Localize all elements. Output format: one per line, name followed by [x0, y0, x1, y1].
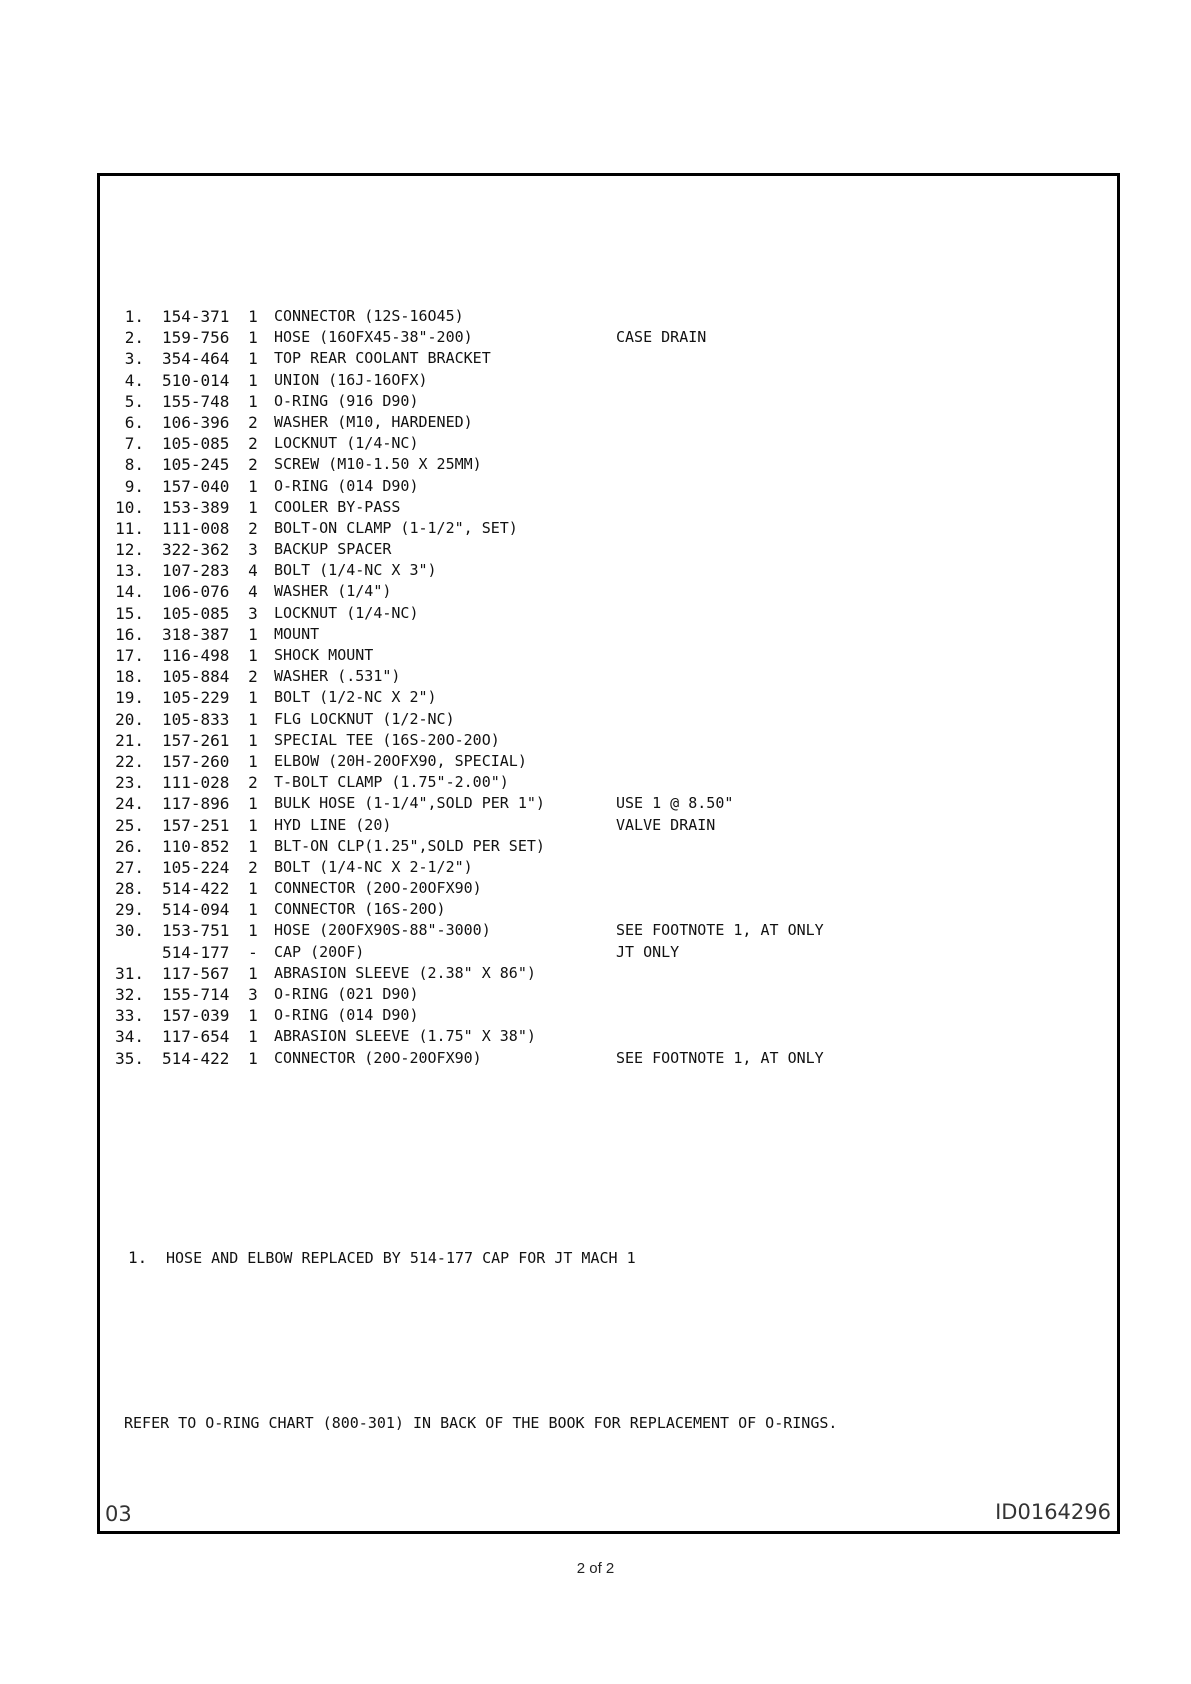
parts-row [108, 454, 868, 475]
item-number: 14. [115, 582, 144, 602]
parts-row [108, 433, 868, 454]
quantity: 1 [248, 1048, 258, 1068]
part-number: 159-756 [162, 328, 230, 348]
parts-row [108, 476, 868, 497]
part-number: 514-422 [162, 1048, 230, 1068]
quantity: 1 [248, 624, 258, 644]
item-number: 10. [115, 497, 144, 517]
part-number: 107-283 [162, 561, 230, 581]
description: COOLER BY-PASS [274, 497, 401, 516]
quantity: 3 [248, 603, 258, 623]
quantity: 1 [248, 307, 258, 326]
remark: USE 1 @ 8.50" [616, 794, 734, 813]
quantity: 1 [248, 963, 258, 983]
item-number: 29. [115, 900, 144, 920]
part-number: 105-229 [162, 688, 230, 708]
parts-row [108, 751, 868, 772]
part-number: 117-567 [162, 963, 230, 983]
parts-row [108, 963, 868, 984]
item-number: 5. [124, 391, 144, 411]
description: CONNECTOR (20O-20OFX90) [274, 1048, 482, 1067]
description: CONNECTOR (12S-16O45) [274, 307, 464, 325]
part-number: 117-654 [162, 1027, 230, 1047]
description: SCREW (M10-1.50 X 25MM) [274, 455, 482, 474]
quantity: 1 [248, 497, 258, 517]
item-number: 15. [115, 603, 144, 623]
quantity: 2 [248, 518, 258, 538]
item-number: 19. [115, 688, 144, 708]
part-number: 514-422 [162, 879, 230, 899]
part-number: 110-852 [162, 836, 230, 856]
description: CONNECTOR (20O-20OFX90) [274, 879, 482, 898]
parts-row [108, 942, 868, 963]
description: UNION (16J-16OFX) [274, 370, 428, 389]
description: BACKUP SPACER [274, 540, 392, 559]
part-number: 105-085 [162, 434, 230, 454]
item-number: 3. [124, 349, 144, 369]
part-number: 111-008 [162, 518, 230, 538]
description: TOP REAR COOLANT BRACKET [274, 349, 491, 368]
parts-row [108, 899, 868, 920]
part-number: 157-261 [162, 730, 230, 750]
parts-row [108, 920, 868, 941]
parts-row [108, 645, 868, 666]
part-number: 105-884 [162, 667, 230, 687]
parts-row [108, 772, 868, 793]
quantity: 1 [248, 391, 258, 411]
description: ABRASION SLEEVE (2.38" X 86") [274, 963, 536, 982]
quantity: 1 [248, 328, 258, 348]
part-number: 510-014 [162, 370, 230, 390]
parts-row [108, 624, 868, 645]
quantity: 1 [248, 730, 258, 750]
parts-row [108, 539, 868, 560]
part-number: 155-748 [162, 391, 230, 411]
item-number: 17. [115, 646, 144, 665]
parts-row [108, 730, 868, 751]
parts-row [108, 857, 868, 878]
description: MOUNT [274, 624, 320, 643]
parts-row [108, 518, 868, 539]
parts-row [108, 560, 868, 581]
remark: SEE FOOTNOTE 1, AT ONLY [616, 921, 824, 940]
quantity: 4 [248, 561, 258, 581]
description: SHOCK MOUNT [274, 646, 374, 664]
o-ring-reference-note: REFER TO O-RING CHART (800-301) IN BACK OF THE BOOK FOR REPLACEMENT OF O-RINGS. [124, 1414, 838, 1432]
parts-list [108, 306, 868, 1069]
item-number: 28. [115, 879, 144, 899]
quantity: 1 [248, 900, 258, 920]
item-number: 25. [115, 815, 144, 835]
part-number: 354-464 [162, 349, 230, 369]
parts-row [108, 1026, 868, 1047]
parts-row [108, 815, 868, 836]
part-number: 105-085 [162, 603, 230, 623]
part-number: 157-260 [162, 751, 230, 771]
description: O-RING (014 D90) [274, 476, 419, 495]
item-number: 31. [115, 963, 144, 983]
quantity: 1 [248, 1027, 258, 1047]
item-number: 34. [115, 1027, 144, 1047]
remark: SEE FOOTNOTE 1, AT ONLY [616, 1048, 824, 1067]
parts-row [108, 370, 868, 391]
parts-row [108, 348, 868, 369]
description: SPECIAL TEE (16S-20O-20O) [274, 730, 500, 749]
item-number: 26. [115, 836, 144, 856]
remark: CASE DRAIN [616, 328, 707, 347]
description: ELBOW (20H-20OFX90, SPECIAL) [274, 751, 527, 770]
quantity: 1 [248, 349, 258, 369]
item-number: 22. [115, 751, 144, 771]
description: BOLT (1/4-NC X 2-1/2") [274, 857, 473, 876]
quantity: 1 [248, 1006, 258, 1026]
description: BLT-ON CLP(1.25",SOLD PER SET) [274, 836, 545, 855]
part-number: 105-224 [162, 857, 230, 877]
part-number: 157-251 [162, 815, 230, 835]
item-number: 20. [115, 709, 144, 729]
description: LOCKNUT (1/4-NC) [274, 434, 419, 453]
description: CAP (20OF) [274, 942, 365, 961]
parts-row [108, 666, 868, 687]
parts-row [108, 793, 868, 814]
quantity: 2 [248, 455, 258, 475]
item-number: 1. [124, 307, 144, 326]
item-number: 35. [115, 1048, 144, 1068]
sheet-code: 03 [105, 1502, 132, 1526]
parts-row [108, 497, 868, 518]
item-number: 9. [124, 476, 144, 496]
quantity: 3 [248, 985, 258, 1004]
item-number: 33. [115, 1006, 144, 1026]
description: FLG LOCKNUT (1/2-NC) [274, 709, 455, 728]
item-number: 4. [124, 370, 144, 390]
parts-row [108, 709, 868, 730]
quantity: 1 [248, 646, 258, 665]
quantity: 1 [248, 921, 258, 941]
description: O-RING (916 D90) [274, 391, 419, 410]
quantity: 1 [248, 688, 258, 708]
quantity: 2 [248, 857, 258, 877]
parts-row [108, 1005, 868, 1026]
quantity: 4 [248, 582, 258, 602]
description: CONNECTOR (16S-20O) [274, 900, 446, 919]
description: WASHER (1/4") [274, 582, 392, 601]
item-number: 24. [115, 794, 144, 814]
quantity: 2 [248, 412, 258, 432]
part-number: 157-040 [162, 476, 230, 496]
quantity: 1 [248, 709, 258, 729]
remark: VALVE DRAIN [616, 815, 716, 834]
part-number: 106-396 [162, 412, 230, 432]
quantity: 1 [248, 794, 258, 814]
description: WASHER (M10, HARDENED) [274, 412, 473, 431]
part-number: 153-751 [162, 921, 230, 941]
description: T-BOLT CLAMP (1.75"-2.00") [274, 773, 509, 792]
item-number: 30. [115, 921, 144, 941]
part-number: 514-094 [162, 900, 230, 920]
part-number: 155-714 [162, 985, 230, 1004]
footnote-number: 1. [128, 1248, 148, 1267]
item-number: 8. [124, 455, 144, 475]
description: O-RING (021 D90) [274, 985, 419, 1003]
description: HOSE (20OFX90S-88"-3000) [274, 921, 491, 940]
part-number: 106-076 [162, 582, 230, 602]
part-number: 116-498 [162, 646, 230, 665]
parts-row [108, 984, 868, 1005]
description: BOLT (1/4-NC X 3") [274, 561, 437, 580]
parts-row [108, 836, 868, 857]
description: LOCKNUT (1/4-NC) [274, 603, 419, 622]
item-number: 2. [124, 328, 144, 348]
part-number: 154-371 [162, 307, 230, 326]
description: BOLT-ON CLAMP (1-1/2", SET) [274, 518, 518, 537]
description: WASHER (.531") [274, 667, 401, 686]
parts-row [108, 687, 868, 708]
quantity: 1 [248, 836, 258, 856]
item-number: 7. [124, 434, 144, 454]
item-number: 16. [115, 624, 144, 644]
parts-row [108, 1048, 868, 1069]
item-number: 32. [115, 985, 144, 1004]
part-number: 322-362 [162, 540, 230, 560]
parts-row [108, 581, 868, 602]
parts-row [108, 306, 868, 327]
document-id: ID0164296 [995, 1500, 1111, 1524]
footnote [128, 1248, 636, 1267]
quantity: 2 [248, 773, 258, 793]
parts-row [108, 327, 868, 348]
item-number: 23. [115, 773, 144, 793]
item-number: 18. [115, 667, 144, 687]
quantity: 1 [248, 370, 258, 390]
description: HOSE (16OFX45-38"-200) [274, 328, 473, 347]
item-number: 21. [115, 730, 144, 750]
quantity: - [248, 942, 258, 962]
page-number: 2 of 2 [576, 1560, 615, 1577]
part-number: 514-177 [162, 942, 230, 962]
part-number: 111-028 [162, 773, 230, 793]
item-number: 6. [124, 412, 144, 432]
description: BULK HOSE (1-1/4",SOLD PER 1") [274, 794, 545, 813]
parts-row [108, 391, 868, 412]
item-number: 11. [115, 518, 144, 538]
quantity: 1 [248, 751, 258, 771]
description: O-RING (014 D90) [274, 1006, 419, 1025]
quantity: 1 [248, 476, 258, 496]
parts-row [108, 878, 868, 899]
quantity: 1 [248, 815, 258, 835]
quantity: 1 [248, 879, 258, 899]
part-number: 117-896 [162, 794, 230, 814]
quantity: 2 [248, 667, 258, 687]
item-number: 12. [115, 540, 144, 560]
parts-row [108, 412, 868, 433]
remark: JT ONLY [616, 942, 680, 961]
part-number: 157-039 [162, 1006, 230, 1026]
description: BOLT (1/2-NC X 2") [274, 688, 437, 707]
part-number: 105-245 [162, 455, 230, 475]
parts-row [108, 603, 868, 624]
part-number: 153-389 [162, 497, 230, 517]
quantity: 3 [248, 540, 258, 560]
item-number: 27. [115, 857, 144, 877]
description: ABRASION SLEEVE (1.75" X 38") [274, 1027, 536, 1046]
quantity: 2 [248, 434, 258, 454]
description: HYD LINE (20) [274, 815, 392, 834]
footnote-text: HOSE AND ELBOW REPLACED BY 514-177 CAP FOR JT MACH 1 [166, 1249, 636, 1267]
item-number: 13. [115, 561, 144, 581]
part-number: 105-833 [162, 709, 230, 729]
part-number: 318-387 [162, 624, 230, 644]
